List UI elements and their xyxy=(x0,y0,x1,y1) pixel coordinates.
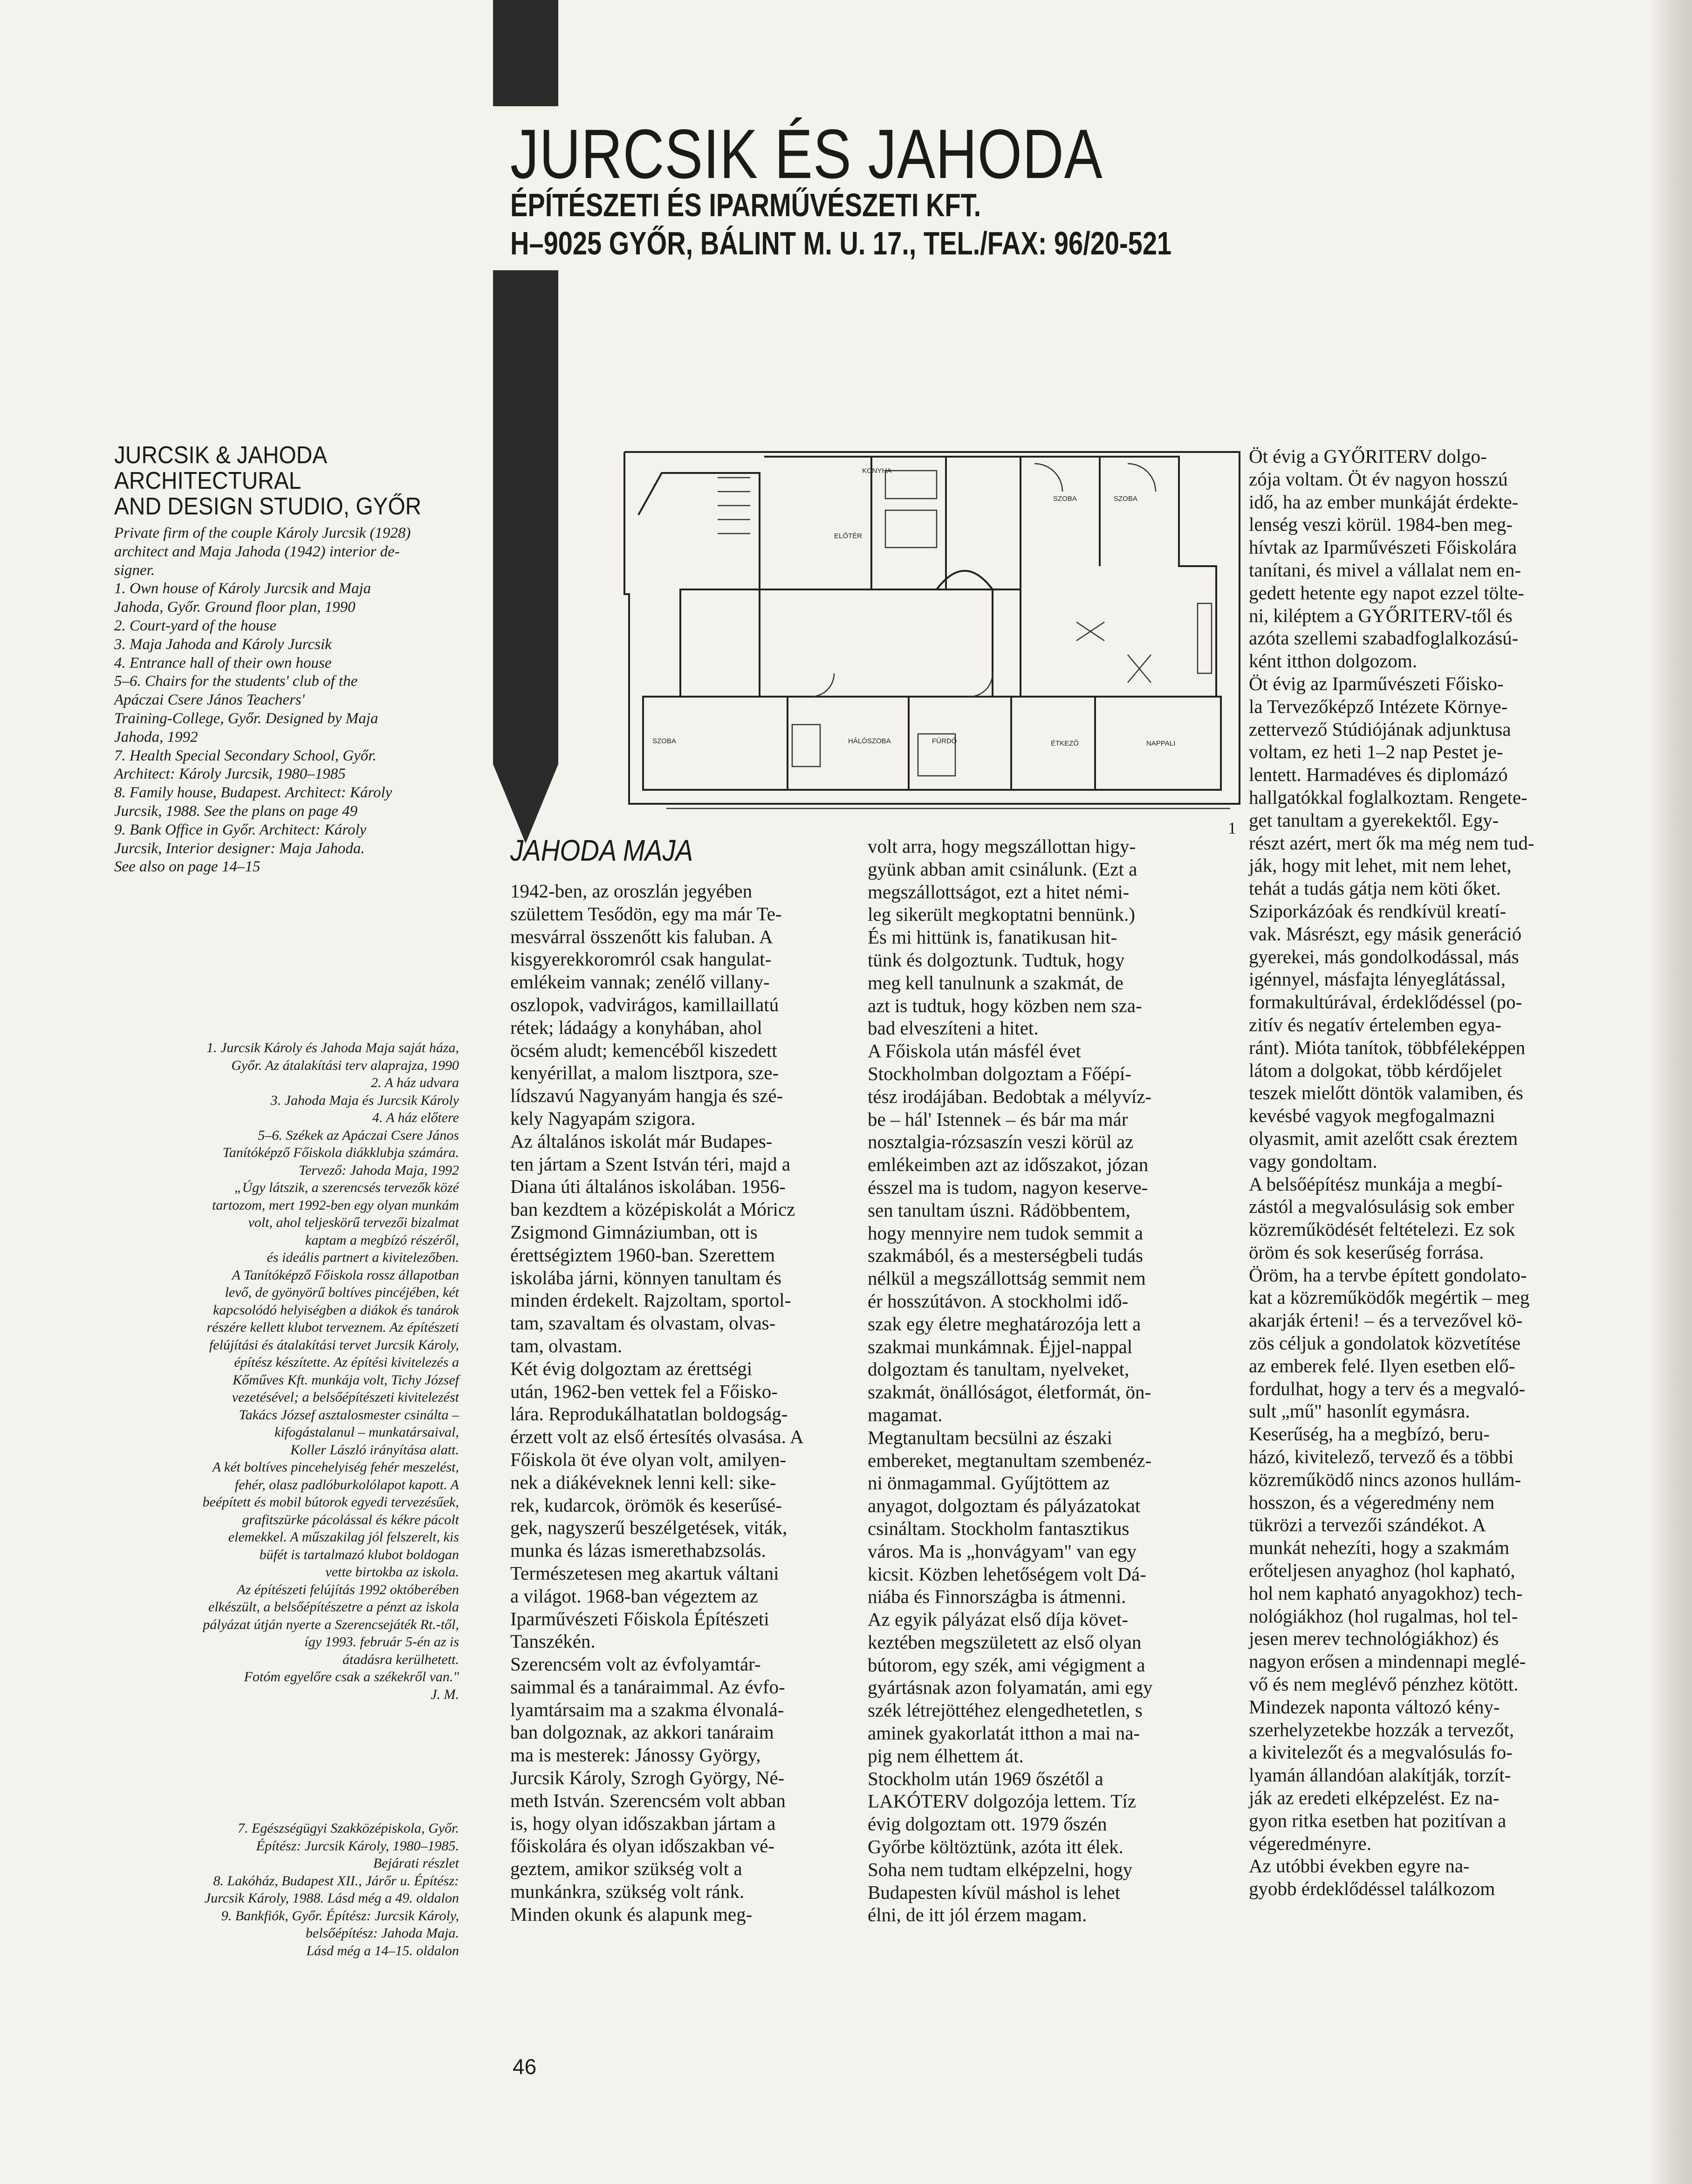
hungarian-captions: 1. Jurcsik Károly és Jahoda Maja saját háza, Győr. Az átalakítási terv alaprajza, 1990 2. A ház udvara 3. Jahoda Maja és Jurcsik Károly 4. A ház előtere 5–6. Székek az Apáczai Csere János Tanítóképző Főiskola diákklubja számára. Tervező: Jahoda Maja, 1992 „Úgy látszik, a szerencsés tervezők közé tartozom, mert 1992-ben egy olyan munkám volt, ahol teljeskörű tervezői bizalmat kaptam a megbízó részéről, és ideális partnert a kivitelezőben. A Tanítóképző Főiskola rossz állapotban levő, de gyönyörű boltíves pincéjében, két kapcsolódó helyiségben a diákok és tanárok részére kellett klubot terveznem. Az építészeti felújítási és átalakítási tervet Jurcsik Károly, építész készítette. Az építési kivitelezés a Kőműves Kft. munkája volt, Tichy József vezetésével; a belsőépítészeti kivitelezést Takács József asztalosmester csinálta – kifogástalanul – munkatársaival, Koller László irányítása alatt. A két boltíves pincehelyiség fehér meszelést, fehér, olasz padlóburkolólapot kapott. A beépített és mobil bútorok egyedi tervezésűek, grafitszürke pácolással és kékre pácolt elemekkel. A műszakilag jól felszerelt, kis büfét is tartalmazó klubot boldogan vette birtokba az iskola. Az építészeti felújítás 1992 októberében elkészült, a belsőépítészetre a pénzt az iskola pályázat útján nyerte a Szerencsejáték Rt.-től, így 1993. február 5-én az is átadásra kerülhetett. Fotóm egyelőre csak a székekről van." J. M. xyxy=(202,1040,459,1702)
company-title: JURCSIK ÉS JAHODA xyxy=(510,115,1103,193)
svg-text:ÉTKEZŐ: ÉTKEZŐ xyxy=(1051,739,1079,747)
studio-heading: JURCSIK & JAHODA ARCHITECTURAL AND DESIGN STUDIO, GYŐR xyxy=(114,442,422,520)
svg-text:SZOBA: SZOBA xyxy=(652,737,676,745)
hungarian-captions-2: 7. Egészségügyi Szakközépiskola, Győr. Építész: Jurcsik Károly, 1980–1985. Bejárati részlet 8. Lakóház, Budapest XII., Járőr u. Építész: Jurcsik Károly, 1988. Lásd még a 49. oldalon 9. Bankfiók, Győr. Építész: Jurcsik Károly, belsőépítész: Jahoda Maja. Lásd még a 14–15. oldalon xyxy=(204,1821,459,1958)
article-column-1: 1942-ben, az oroszlán jegyében születtem Tesődön, egy ma már Te- mesvárral összenőtt kis faluban. A kisgyerekkoromról csak hangulat- emlékeim vannak; zenélő villany- oszlopok, vadvirágos, kamillaillatú rétek; ládaágy a konyhában, ahol öcsém aludt; kemencéből kiszedett kenyérillat, a malom lisztpora, sze- lídszavú Nagyanyám hangja és szé- kely Nagyapám szigora. Az általános iskolát már Budapes- ten jártam a Szent István téri, majd a Diana úti általános iskolában. 1956- ban kezdtem a középiskolát a Móricz Zsigmond Gimnáziumban, ott is érettségiztem 1960-ban. Szerettem iskolába járni, könnyen tanultam és minden érdekelt. Rajzoltam, sportol- tam, szavaltam és olvastam, olvas- tam, olvastam. Két évig dolgoztam az érettségi után, 1962-ben vettek fel a Főisko- lára. Reprodukálhatatlan boldogság- érzett volt az első értesítés olvasása. A Főiskola öt éve olyan volt, amilyen- nek a diákéveknek lenni kell: sike- rek, kudarcok, örömök és keserűsé- gek, nagyszerű beszélgetések, viták, munka és lázas ismerethabzsolás. Természetesen meg akartuk váltani a világot. 1968-ban végeztem az Iparművészeti Főiskola Építészeti Tanszékén. Szerencsém volt az évfolyamtár- saimmal és a tanáraimmal. Az évfo- lyamtársaim ma a szakma élvonalá- ban dolgoznak, az akkori tanáraim ma is mesterek: Jánossy György, Jurcsik Károly, Szrogh György, Né- meth István. Szerencsém volt abban is, hogy olyan időszakban jártam a főiskolára és olyan időszakban vé- geztem, amikor szükség volt a munkánkra, szükség volt ránk. Minden okunk és alapunk meg- xyxy=(510,880,804,1925)
figure-number: 1 xyxy=(1228,819,1236,837)
page-edge-shadow xyxy=(1648,0,1692,2184)
floor-plan-drawing xyxy=(610,436,1244,818)
company-address: H–9025 GYŐR, BÁLINT M. U. 17., TEL./FAX: 96/20-521 xyxy=(510,225,1172,261)
page-number: 46 xyxy=(513,2054,537,2079)
english-captions: Private firm of the couple Károly Jurcsik (1928) architect and Maja Jahoda (1942) interior de- signer. 1. Own house of Károly Jurcsik and Maja Jahoda, Győr. Ground floor plan, 1990 2. Court-yard of the house 3. Maja Jahoda and Károly Jurcsik 4. Entrance hall of their own house 5–6. Chairs for the students' club of the Apáczai Csere János Teachers' Training-College, Győr. Designed by Maja Jahoda, 1992 7. Health Special Secondary School, Győr. Architect: Károly Jurcsik, 1980–1985 8. Family house, Budapest. Architect: Károly Jurcsik, 1988. See the plans on page 49 9. Bank Office in Győr. Architect: Károly Jurcsik, Interior designer: Maja Jahoda. See also on page 14–15 xyxy=(114,525,411,876)
article-column-3: Öt évig a GYŐRITERV dolgo- zója voltam. Öt év nagyon hosszú idő, ha az ember munkáját érdekte- lenség veszi körül. 1984-ben meg- hívtak az Iparművészeti Főiskolára tanítani, és mivel a vállalat nem en- gedett hetente egy napot ezzel tölte- ni, kiléptem a GYŐRITERV-től és azóta szellemi szabadfoglalkozású- ként itthon dolgozom. Öt évig az Iparművészeti Főisko- la Tervezőképző Intézete Környe- zettervező Stúdiójának adjunktusa voltam, ez heti 1–2 nap Pestet je- lentett. Harmadéves és diplomázó hallgatókkal foglalkoztam. Rengete- get tanultam a gyerekektől. Egy- részt azért, mert ők ma még nem tud- ják, hogy mit lehet, mit nem lehet, tehát a tudás gátja nem köti őket. Sziporkázóak és rendkívül kreatí- vak. Másrészt, egy másik generáció gyerekei, más gondolkodással, más igénnyel, másfajta lényeglátással, formakultúrával, érdeklődéssel (po- zitív és negatív értelemben egya- ránt). Mióta tanítok, többféleképpen látom a dolgokat, több kérdőjelet teszek mielőtt döntök valamiben, és kevésbé vagyok megfogalmazni olyasmit, amit azelőtt csak éreztem vagy gondoltam. A belsőépítész munkája a megbí- zástól a megvalósulásig sok ember közreműködését feltételezi. Ez sok öröm és sok keserűség forrása. Öröm, ha a tervbe épített gondolato- kat a közreműködők megértik – meg akarják érteni! – és a tervezővel kö- zös céljuk a gondolatok közvetítése az emberek felé. Ilyen esetben elő- fordulhat, hogy a terv és a megvaló- sult „mű" hasonlít egymásra. Keserűség, ha a megbízó, beru- házó, kivitelező, tervező és a többi közreműködő nincs azonos hullám- hosszon, és a végeredmény nem tükrözi a tervezői szándékot. A munkát nehezíti, hogy a szakmám erőteljesen anyaghoz (hol kapható, hol nem kapható anyagokhoz) tech- nológiákhoz (hol rugalmas, hol tel- jesen merev technológiákhoz) és nagyon erősen a mindennapi meglé- vő és nem meglévő pénzhez kötött. Mindezek naponta változó kény- szerhelyzetekbe hozzák a tervezőt, a kivitelezőt és a megvalósulás fo- lyamán állandóan alakítják, torzít- ják az eredeti elképzelést. Ez na- gyon ritka esetben hat pozitívan a végeredményre. Az utóbbi években egyre na- gyobb érdeklődéssel találkozom xyxy=(1249,445,1534,1900)
svg-text:KONYHA: KONYHA xyxy=(862,467,892,475)
svg-text:HÁLÓSZOBA: HÁLÓSZOBA xyxy=(848,737,891,745)
svg-text:SZOBA: SZOBA xyxy=(1114,495,1137,503)
svg-text:FÜRDŐ: FÜRDŐ xyxy=(932,737,957,745)
svg-text:NAPPALI: NAPPALI xyxy=(1146,739,1176,747)
svg-text:SZOBA: SZOBA xyxy=(1053,495,1077,503)
svg-text:ELŐTÉR: ELŐTÉR xyxy=(834,532,863,540)
article-column-2: volt arra, hogy megszállottan higy- gyünk abban amit csinálunk. (Ezt a megszállottságot, ezt a hitet némi- leg sikerült megkoptatni bennünk.) És mi hittünk is, fanatikusan hit- tünk és dolgoztunk. Tudtuk, hogy meg kell tanulnunk a szakmát, de azt is tudtuk, hogy közben nem sza- bad elveszíteni a hitet. A Főiskola után másfél évet Stockholmban dolgoztam a Főépí- tész irodájában. Bedobtak a mélyvíz- be – hál' Istennek – és bár ma már nosztalgia-rózsaszín veszi körül az emlékeimben azt az időszakot, józan ésszel ma is tudom, nagyon keserve- sen tanultam úszni. Rádöbbentem, hogy mennyire nem tudok semmit a szakmából, és a mesterségbeli tudás nélkül a megszállottság semmit nem ér hosszútávon. A stockholmi idő- szak egy életre meghatározója lett a szakmai munkámnak. Éjjel-nappal dolgoztam és tanultam, nyelveket, szakmát, önállóságot, életformát, ön- magamat. Megtanultam becsülni az északi embereket, megtanultam szembenéz- ni önmagammal. Gyűjtöttem az anyagot, dolgoztam és pályázatokat csináltam. Stockholm fantasztikus város. Ma is „honvágyam" van egy kicsit. Közben lehetőségem volt Dá- niába és Finnországba is átmenni. Az egyik pályázat első díja követ- keztében megszületett az első olyan bútorom, egy szék, ami végigment a gyártásnak azon folyamatán, ami egy szék létrejöttéhez elengedhetetlen, s aminek gyakorlatát itthon a mai na- pig nem élhettem át. Stockholm után 1969 őszétől a LAKÓTERV dolgozója lettem. Tíz évig dolgoztam ott. 1979 őszén Győrbe költöztünk, azóta itt élek. Soha nem tudtam elképzelni, hogy Budapesten kívül máshol is lehet élni, de itt jól érzem magam. xyxy=(868,835,1153,1926)
article-heading: JAHODA MAJA xyxy=(510,834,693,867)
company-subtitle: ÉPÍTÉSZETI ÉS IPARMŰVÉSZETI KFT. xyxy=(510,187,981,223)
